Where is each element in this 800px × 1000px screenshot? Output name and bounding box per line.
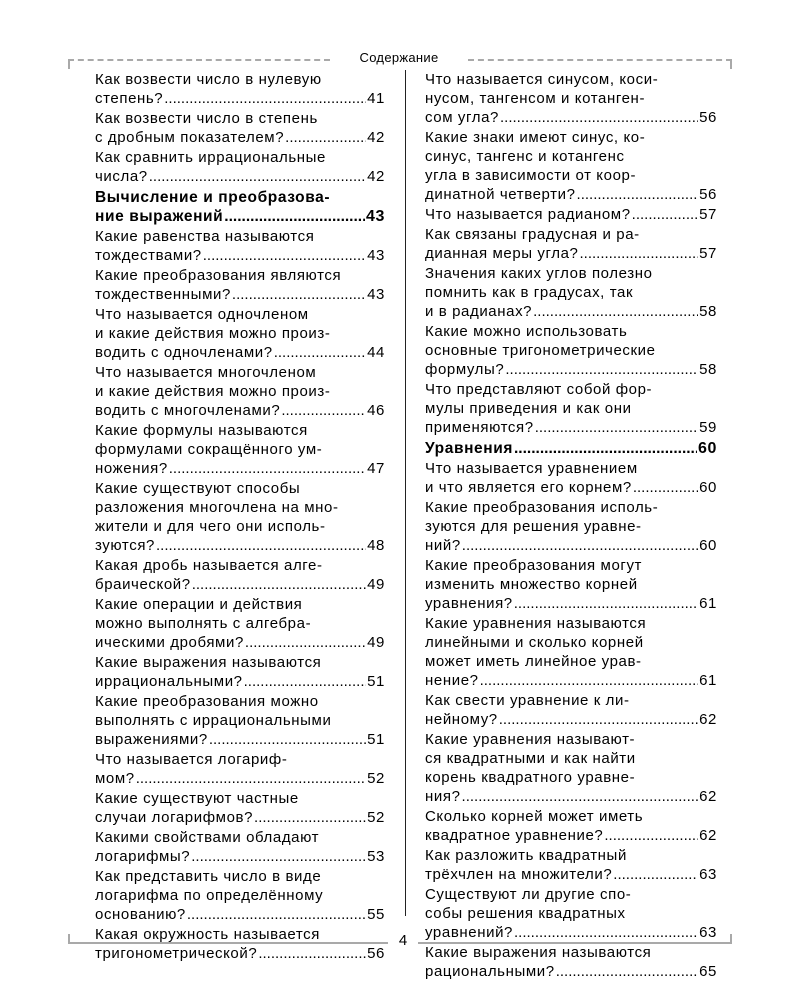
toc-entry — [425, 846, 717, 884]
toc-entry-line: Какие операции и действия — [95, 596, 303, 613]
dot-leader — [462, 787, 699, 806]
toc-entry-line: Какие формулы называются — [95, 422, 308, 439]
toc-entry-line: Какие выражения называются — [425, 944, 652, 961]
toc-page-number: 43 — [366, 208, 385, 225]
dot-leader — [632, 205, 698, 224]
toc-entry — [95, 148, 385, 186]
toc-page-number: 61 — [699, 672, 717, 689]
toc-entry-line: иррациональными? — [95, 673, 243, 690]
toc-entry-line: Какие преобразования могут — [425, 557, 643, 574]
toc-entry-line: уравнения? — [425, 595, 513, 612]
dot-leader — [556, 962, 698, 981]
dot-leader — [192, 575, 366, 594]
toc-entry-line: Что называется многочленом — [95, 364, 317, 381]
toc-entry-line: Как возвести число в нулевую — [95, 71, 322, 88]
toc-entry-line: Какие равенства называются — [95, 228, 315, 245]
toc-entry-line: тригонометрической? — [95, 945, 258, 962]
toc-page-number: 55 — [367, 906, 385, 923]
toc-page-number: 43 — [367, 286, 385, 303]
toc-entry-line: Как представить число в виде — [95, 868, 322, 885]
toc-entry-line: и какие действия можно произ- — [95, 383, 331, 400]
dot-leader — [535, 418, 698, 437]
toc-page-number: 52 — [367, 770, 385, 787]
toc-entry-line: Что называется уравнением — [425, 460, 638, 477]
toc-entry — [425, 459, 717, 497]
toc-entry — [425, 556, 717, 613]
dot-leader — [514, 923, 698, 942]
dot-leader — [209, 730, 366, 749]
dot-leader — [499, 710, 698, 729]
toc-page-number: 60 — [699, 479, 717, 496]
toc-entry-line: ний? — [425, 537, 461, 554]
toc-entry — [95, 363, 385, 420]
toc-entry-line: ическими дробями? — [95, 634, 244, 651]
toc-entry — [95, 266, 385, 304]
toc-entry-line: и какие действия можно произ- — [95, 325, 331, 342]
toc-entry-line: Какие можно использовать — [425, 323, 628, 340]
toc-page-number: 60 — [699, 537, 717, 554]
toc-page-number: 58 — [699, 303, 717, 320]
dot-leader — [164, 89, 366, 108]
toc-entry — [95, 828, 385, 866]
toc-entry-line: Что называется логариф- — [95, 751, 288, 768]
toc-entry-line: Какие преобразования можно — [95, 693, 319, 710]
toc-entry — [425, 807, 717, 845]
toc-page-number: 65 — [699, 963, 717, 980]
toc-entry-line: Как связаны градусная и ра- — [425, 226, 640, 243]
toc-entry-line: случаи логарифмов? — [95, 809, 254, 826]
dot-leader — [258, 944, 366, 963]
toc-page-number: 44 — [367, 344, 385, 361]
toc-entry-line: Какие существуют способы — [95, 480, 301, 497]
dot-leader — [244, 672, 366, 691]
toc-page-number: 56 — [699, 109, 717, 126]
toc-entry — [425, 322, 717, 379]
dot-leader — [462, 536, 698, 555]
toc-entry-line: Как возвести число в степень — [95, 110, 318, 127]
toc-entry-line: уравнений? — [425, 924, 513, 941]
toc-entry — [425, 264, 717, 321]
toc-entry-line: Как свести уравнение к ли- — [425, 692, 630, 709]
dot-leader — [191, 847, 366, 866]
toc-page-number: 42 — [367, 129, 385, 146]
toc-entry-line: тождественными? — [95, 286, 231, 303]
toc-entry-line: угла в зависимости от коор- — [425, 167, 637, 184]
dot-leader — [577, 185, 699, 204]
dot-leader — [580, 244, 699, 263]
toc-page-number: 62 — [699, 827, 717, 844]
toc-entry-line: помнить как в градусах, так — [425, 284, 634, 301]
dot-leader — [514, 439, 697, 458]
toc-entry-line: трёхчлен на множители? — [425, 866, 613, 883]
dot-leader — [514, 594, 698, 613]
toc-entry — [425, 205, 717, 224]
toc-entry-line: можно выполнять с алгебра- — [95, 615, 312, 632]
toc-entry-line: с дробным показателем? — [95, 129, 285, 146]
toc-left-column — [95, 70, 385, 964]
toc-entry-line: рациональными? — [425, 963, 555, 980]
toc-page-number: 43 — [367, 247, 385, 264]
dot-leader — [480, 671, 699, 690]
toc-page-number: 57 — [699, 206, 717, 223]
toc-entry-line: ся квадратными и как найти — [425, 750, 636, 767]
toc-entry — [425, 691, 717, 729]
toc-entry — [425, 128, 717, 204]
toc-entry-line: Уравнения — [425, 440, 513, 457]
dot-leader — [533, 302, 698, 321]
dot-leader — [136, 769, 366, 788]
toc-entry — [425, 885, 717, 942]
dot-leader — [254, 808, 366, 827]
toc-entry-line: водить с одночленами? — [95, 344, 273, 361]
toc-entry — [425, 498, 717, 555]
toc-page-number: 57 — [699, 245, 717, 262]
dot-leader — [604, 826, 698, 845]
dot-leader — [505, 360, 698, 379]
toc-entry-line: изменить множество корней — [425, 576, 638, 593]
toc-entry — [95, 479, 385, 555]
toc-entry-line: разложения многочлена на мно- — [95, 499, 339, 516]
toc-entry-line: выполнять с иррациональными — [95, 712, 332, 729]
toc-entry-line: Что называется синусом, коси- — [425, 71, 659, 88]
toc-entry — [95, 789, 385, 827]
toc-entry-line: зуются? — [95, 537, 155, 554]
dot-leader — [156, 536, 366, 555]
toc-entry-line: логарифмы? — [95, 848, 191, 865]
toc-entry — [95, 750, 385, 788]
toc-entry-line: Какие уравнения называются — [425, 615, 647, 632]
dot-leader — [281, 401, 366, 420]
toc-entry-line: Какие преобразования исполь- — [425, 499, 659, 516]
toc-entry-line: основные тригонометрические — [425, 342, 656, 359]
toc-right-column — [425, 70, 717, 982]
toc-entry-line: собы решения квадратных — [425, 905, 626, 922]
toc-entry-line: браической? — [95, 576, 191, 593]
toc-entry-line: степень? — [95, 90, 164, 107]
toc-entry-line: линейными и сколько корней — [425, 634, 644, 651]
toc-entry-line: Что называется одночленом — [95, 306, 309, 323]
toc-entry — [95, 925, 385, 963]
toc-entry-line: мулы приведения и как они — [425, 400, 632, 417]
header-rule-left — [68, 59, 330, 61]
toc-entry-line: Как разложить квадратный — [425, 847, 627, 864]
footer-rule-right — [418, 942, 732, 944]
running-head: Содержание — [359, 50, 439, 65]
toc-page-number: 62 — [699, 711, 717, 728]
toc-page-number: 56 — [699, 186, 717, 203]
toc-entry-line: Какие преобразования являются — [95, 267, 342, 284]
toc-entry-line: формулы? — [425, 361, 505, 378]
toc-entry-line: дианная меры угла? — [425, 245, 579, 262]
toc-page-number: 51 — [367, 673, 385, 690]
toc-entry-line: ние выражений — [95, 208, 224, 225]
toc-entry-line: синус, тангенс и котангенс — [425, 148, 625, 165]
toc-entry-line: Какие уравнения называют- — [425, 731, 636, 748]
toc-entry-line: выражениями? — [95, 731, 208, 748]
toc-entry-line: зуются для решения уравне- — [425, 518, 642, 535]
toc-page-number: 63 — [699, 866, 717, 883]
toc-page-number: 48 — [367, 537, 385, 554]
toc-entry-line: логарифма по определённому — [95, 887, 324, 904]
toc-entry — [95, 421, 385, 478]
toc-entry — [425, 380, 717, 437]
toc-page-number: 56 — [367, 945, 385, 962]
dot-leader — [245, 633, 366, 652]
toc-entry — [95, 305, 385, 362]
toc-entry-line: динатной четверти? — [425, 186, 576, 203]
toc-entry-line: нусом, тангенсом и котанген- — [425, 90, 646, 107]
dot-leader — [203, 246, 366, 265]
dot-leader — [187, 905, 366, 924]
toc-entry-line: корень квадратного уравне- — [425, 769, 636, 786]
toc-entry-line: тождествами? — [95, 247, 202, 264]
toc-entry — [95, 556, 385, 594]
toc-entry-line: мом? — [95, 770, 135, 787]
toc-entry-line: Значения каких углов полезно — [425, 265, 653, 282]
toc-entry — [425, 225, 717, 263]
toc-entry-line: применяются? — [425, 419, 534, 436]
dot-leader — [224, 207, 365, 226]
toc-entry-line: Вычисление и преобразова- — [95, 189, 331, 206]
toc-entry-line: Какие выражения называются — [95, 654, 322, 671]
toc-entry — [95, 867, 385, 924]
toc-entry-line: Что называется радианом? — [425, 206, 631, 223]
toc-entry-line: Какие существуют частные — [95, 790, 299, 807]
toc-page-number: 42 — [367, 168, 385, 185]
toc-page-number: 62 — [699, 788, 717, 805]
toc-entry-line: ножения? — [95, 460, 168, 477]
toc-entry-line: может иметь линейное урав- — [425, 653, 642, 670]
header-rule-right — [468, 59, 732, 61]
toc-section-entry — [95, 188, 385, 226]
toc-entry-line: нение? — [425, 672, 479, 689]
toc-entry-line: водить с многочленами? — [95, 402, 281, 419]
page-number: 4 — [398, 932, 408, 949]
toc-entry — [95, 692, 385, 749]
toc-page-number: 60 — [698, 440, 717, 457]
dot-leader — [633, 478, 698, 497]
toc-entry-line: квадратное уравнение? — [425, 827, 604, 844]
toc-entry — [95, 70, 385, 108]
toc-entry — [425, 614, 717, 690]
toc-page-number: 41 — [367, 90, 385, 107]
toc-page-number: 59 — [699, 419, 717, 436]
toc-page-number: 46 — [367, 402, 385, 419]
toc-entry — [425, 70, 717, 127]
toc-entry-line: формулами сокращённого ум- — [95, 441, 323, 458]
toc-entry-line: основанию? — [95, 906, 186, 923]
toc-section-entry — [425, 439, 717, 458]
column-divider — [405, 70, 406, 916]
toc-entry — [425, 730, 717, 806]
toc-entry-line: и что является его корнем? — [425, 479, 632, 496]
dot-leader — [613, 865, 698, 884]
toc-page-number: 63 — [699, 924, 717, 941]
dot-leader — [285, 128, 366, 147]
dot-leader — [169, 459, 366, 478]
toc-entry — [95, 595, 385, 652]
toc-entry-line: сом угла? — [425, 109, 499, 126]
toc-entry-line: Что представляют собой фор- — [425, 381, 653, 398]
toc-entry-line: Какая дробь называется алге- — [95, 557, 323, 574]
toc-entry-line: Сколько корней может иметь — [425, 808, 644, 825]
toc-entry-line: Как сравнить иррациональные — [95, 149, 326, 166]
toc-page-number: 58 — [699, 361, 717, 378]
dot-leader — [274, 343, 366, 362]
toc-page-number: 53 — [367, 848, 385, 865]
toc-entry-line: числа? — [95, 168, 148, 185]
toc-entry-line: нейному? — [425, 711, 498, 728]
dot-leader — [232, 285, 366, 304]
toc-entry-line: и в радианах? — [425, 303, 533, 320]
footer-rule-left — [68, 942, 388, 944]
toc-page-number: 49 — [367, 576, 385, 593]
toc-entry — [425, 943, 717, 981]
toc-entry-line: ния? — [425, 788, 461, 805]
dot-leader — [149, 167, 366, 186]
toc-entry — [95, 109, 385, 147]
toc-entry — [95, 653, 385, 691]
toc-entry-line: Какая окружность называется — [95, 926, 320, 943]
toc-entry-line: Какие знаки имеют синус, ко- — [425, 129, 646, 146]
toc-page-number: 51 — [367, 731, 385, 748]
toc-page-number: 47 — [367, 460, 385, 477]
toc-page-number: 49 — [367, 634, 385, 651]
toc-entry — [95, 227, 385, 265]
toc-entry-line: жители и для чего они исполь- — [95, 518, 326, 535]
toc-entry-line: Существуют ли другие спо- — [425, 886, 632, 903]
toc-page-number: 52 — [367, 809, 385, 826]
dot-leader — [500, 108, 698, 127]
toc-entry-line: Какими свойствами обладают — [95, 829, 320, 846]
toc-page-number: 61 — [699, 595, 717, 612]
